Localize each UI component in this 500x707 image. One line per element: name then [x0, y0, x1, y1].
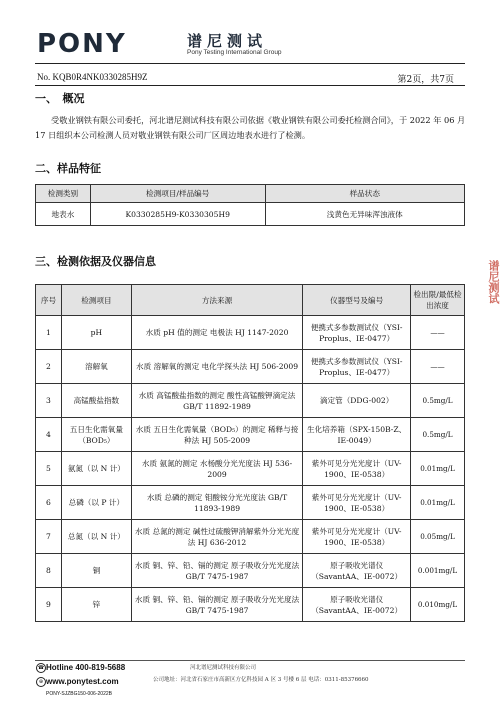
table-cell-method: 水质 总磷的测定 钼酸铵分光光度法 GB/T 11893-1989	[131, 486, 302, 520]
table-cell-limit: 0.01mg/L	[411, 486, 465, 520]
website: www.ponytest.com	[46, 677, 119, 686]
table-cell-limit: 0.5mg/L	[411, 418, 465, 452]
table-cell-item: 总氮（以 N 计）	[61, 520, 131, 554]
table-cell-instrument: 原子吸收光谱仪（SavantAA、IE-0072）	[303, 588, 411, 622]
page-number: 第2页，共7页	[397, 75, 454, 85]
column-header: 检测类别	[36, 185, 91, 203]
column-header: 序号	[36, 285, 62, 316]
table-cell-limit: 0.001mg/L	[411, 554, 465, 588]
table-cell-item: 五日生化需氧量（BOD₅）	[61, 418, 131, 452]
table-cell-instrument: 生化培养箱（SPX-150B-Z、IE-0049）	[303, 418, 411, 452]
table-cell-method: 水质 溶解氧的测定 电化学探头法 HJ 506-2009	[131, 350, 302, 384]
table-row	[36, 350, 465, 384]
table-cell-limit: 0.5mg/L	[411, 384, 465, 418]
table-cell-instrument: 紫外可见分光光度计（UV-1900、IE-0538）	[303, 452, 411, 486]
column-header: 检测项目/样品编号	[90, 185, 265, 203]
table-cell-limit: 0.05mg/L	[411, 520, 465, 554]
table-cell-no: 4	[36, 418, 62, 452]
overview-paragraph: 受敬业钢铁有限公司委托，河北谱尼测试科技有限公司依据《敬业钢铁有限公司委托检测合同》，于 2022 年 06 月 17 日组织本公司检测人员对敬业钢铁有限公司厂区周边地表水进行了检测。	[35, 115, 466, 140]
table-row	[36, 554, 465, 588]
sample-table	[35, 184, 465, 226]
column-header: 检出限/最低检出浓度	[411, 285, 465, 316]
footer-address: 公司地址：河北省石家庄市高新区方亿科技园 A 区 3 号楼 6 层 电话：0311-85376660	[153, 677, 369, 683]
table-row	[36, 316, 465, 350]
table-row	[36, 588, 465, 622]
table-cell-instrument: 紫外可见分光光度计（UV-1900、IE-0538）	[303, 486, 411, 520]
subheader-divider	[35, 85, 465, 86]
table-cell-no: 5	[36, 452, 62, 486]
table-cell-item: 总磷（以 P 计）	[61, 486, 131, 520]
table-cell: 地表水	[36, 203, 91, 226]
company-name-en: Pony Testing International Group	[187, 49, 282, 56]
table-cell-instrument: 便携式多参数测试仪（YSI-Proplus、IE-0477）	[303, 350, 411, 384]
table-cell-no: 8	[36, 554, 62, 588]
section-overview-title: 一、 概况	[35, 92, 85, 105]
table-cell: K0330285H9-K0330305H9	[90, 203, 265, 226]
table-row	[36, 486, 465, 520]
column-header: 方法来源	[131, 285, 302, 316]
table-row	[36, 384, 465, 418]
column-header: 检测项目	[61, 285, 131, 316]
seal-stamp: 谱尼测试	[487, 260, 500, 304]
table-row	[36, 520, 465, 554]
table-cell-no: 3	[36, 384, 62, 418]
table-header-row	[36, 185, 465, 203]
table-cell-item: 铜	[61, 554, 131, 588]
table-cell-instrument: 便携式多参数测试仪（YSI-Proplus、IE-0477）	[303, 316, 411, 350]
table-cell-limit: ——	[411, 316, 465, 350]
table-cell-instrument: 滴定管（DDG-002）	[303, 384, 411, 418]
table-cell-method: 水质 铜、锌、铅、镉的测定 原子吸收分光光度法 GB/T 7475-1987	[131, 554, 302, 588]
footer-company: 河北谱尼测试科技有限公司	[190, 665, 257, 671]
table-row	[36, 418, 465, 452]
column-header: 样品状态	[265, 185, 464, 203]
table-cell-instrument: 紫外可见分光光度计（UV-1900、IE-0538）	[303, 520, 411, 554]
report-number: No. KQB0R4NK0330285H9Z	[37, 72, 148, 82]
table-cell-item: 锌	[61, 588, 131, 622]
globe-icon: ⊕	[36, 677, 46, 687]
table-cell-limit: 0.01mg/L	[411, 452, 465, 486]
table-cell-method: 水质 氨氮的测定 水杨酸分光光度法 HJ 536-2009	[131, 452, 302, 486]
table-cell-limit: 0.010mg/L	[411, 588, 465, 622]
table-cell-no: 6	[36, 486, 62, 520]
table-cell-no: 1	[36, 316, 62, 350]
table-row	[36, 203, 465, 226]
table-cell-item: 氨氮（以 N 计）	[61, 452, 131, 486]
hotline: Hotline 400-819-5688	[46, 663, 126, 672]
table-cell-method: 水质 总氮的测定 碱性过硫酸钾消解紫外分光光度法 HJ 636-2012	[131, 520, 302, 554]
section-sample-title: 二、样品特征	[35, 162, 101, 175]
phone-icon: ☎	[37, 665, 45, 671]
table-row	[36, 452, 465, 486]
section-basis-title: 三、检测依据及仪器信息	[35, 255, 156, 268]
table-cell-item: pH	[61, 316, 131, 350]
table-cell-item: 高锰酸盐指数	[61, 384, 131, 418]
table-cell: 浅黄色无异味浑浊液体	[265, 203, 464, 226]
table-cell-item: 溶解氧	[61, 350, 131, 384]
table-header-row	[36, 285, 465, 316]
table-cell-method: 水质 五日生化需氧量（BOD₅）的测定 稀释与接种法 HJ 505-2009	[131, 418, 302, 452]
header-divider	[35, 63, 465, 64]
table-cell-instrument: 原子吸收光谱仪（SavantAA、IE-0072）	[303, 554, 411, 588]
table-cell-method: 水质 pH 值的测定 电极法 HJ 1147-2020	[131, 316, 302, 350]
footer-divider	[35, 660, 465, 661]
company-name-cn: 谱尼测试	[187, 32, 268, 50]
column-header: 仪器型号及编号	[303, 285, 411, 316]
table-cell-no: 9	[36, 588, 62, 622]
pony-logo: PONY	[37, 29, 127, 59]
table-cell-no: 7	[36, 520, 62, 554]
method-table-body	[36, 316, 465, 622]
table-cell-method: 水质 高锰酸盐指数的测定 酸性高锰酸钾滴定法 GB/T 11892-1989	[131, 384, 302, 418]
method-table	[35, 284, 465, 622]
table-cell-method: 水质 铜、锌、铅、镉的测定 原子吸收分光光度法 GB/T 7475-1987	[131, 588, 302, 622]
table-cell-no: 2	[36, 350, 62, 384]
form-number: PONY-SJZBG150-006-2022B	[46, 691, 112, 697]
table-cell-limit: ——	[411, 350, 465, 384]
